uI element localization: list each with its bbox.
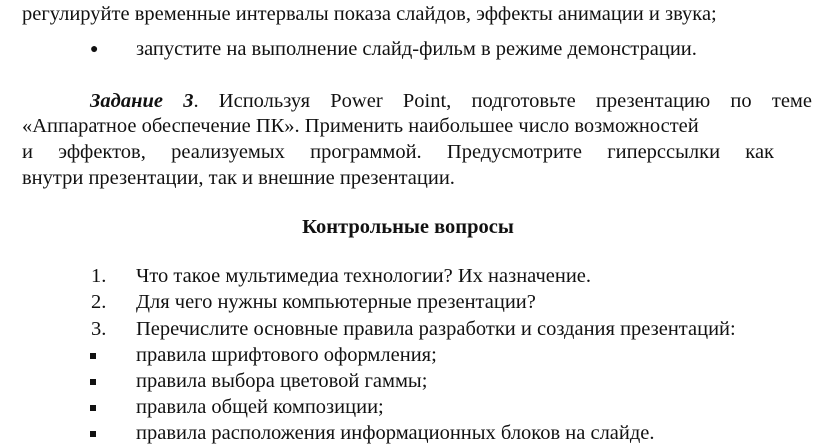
task3-first-line: [90, 88, 812, 114]
question-item: Для чего нужны компьютерные презентации?: [136, 291, 536, 313]
square-bullet-icon: [90, 353, 96, 359]
question-item: Перечислите основные правила разработки и создания презентаций:: [136, 318, 736, 340]
task3-line: внутри презентации, так и внешние презентации.: [22, 167, 455, 189]
square-bullet-icon: [90, 431, 96, 437]
sub-item: правила общей композиции;: [136, 396, 384, 418]
section-heading: Контрольные вопросы: [302, 216, 514, 238]
question-item: Что такое мультимедиа технологии? Их назначение.: [136, 265, 592, 287]
list-number: 3.: [91, 318, 107, 340]
sub-item: правила расположения информационных блоков на слайде.: [136, 422, 655, 444]
sub-item: правила шрифтового оформления;: [136, 344, 437, 366]
task3-line: «Аппаратное обеспечение ПК». Применить наибольшее число возможностей: [22, 115, 699, 137]
bullet-dot-icon: ●: [90, 42, 99, 57]
square-bullet-icon: [90, 379, 96, 385]
task3-line: и эффектов, реализуемых программой. Предусмотрите гиперссылки как: [22, 141, 774, 163]
square-bullet-icon: [90, 405, 96, 411]
paragraph-line: регулируйте временные интервалы показа слайдов, эффекты анимации и звука;: [22, 3, 717, 25]
sub-item: правила выбора цветовой гаммы;: [136, 370, 428, 392]
task3-label: Задание 3: [90, 90, 194, 112]
task3-line1-text: . Используя Power Point, подготовьте презентацию по теме: [193, 90, 812, 112]
bullet-item: запустите на выполнение слайд-фильм в режиме демонстрации.: [136, 38, 697, 60]
list-number: 1.: [91, 265, 107, 287]
list-number: 2.: [91, 291, 107, 313]
